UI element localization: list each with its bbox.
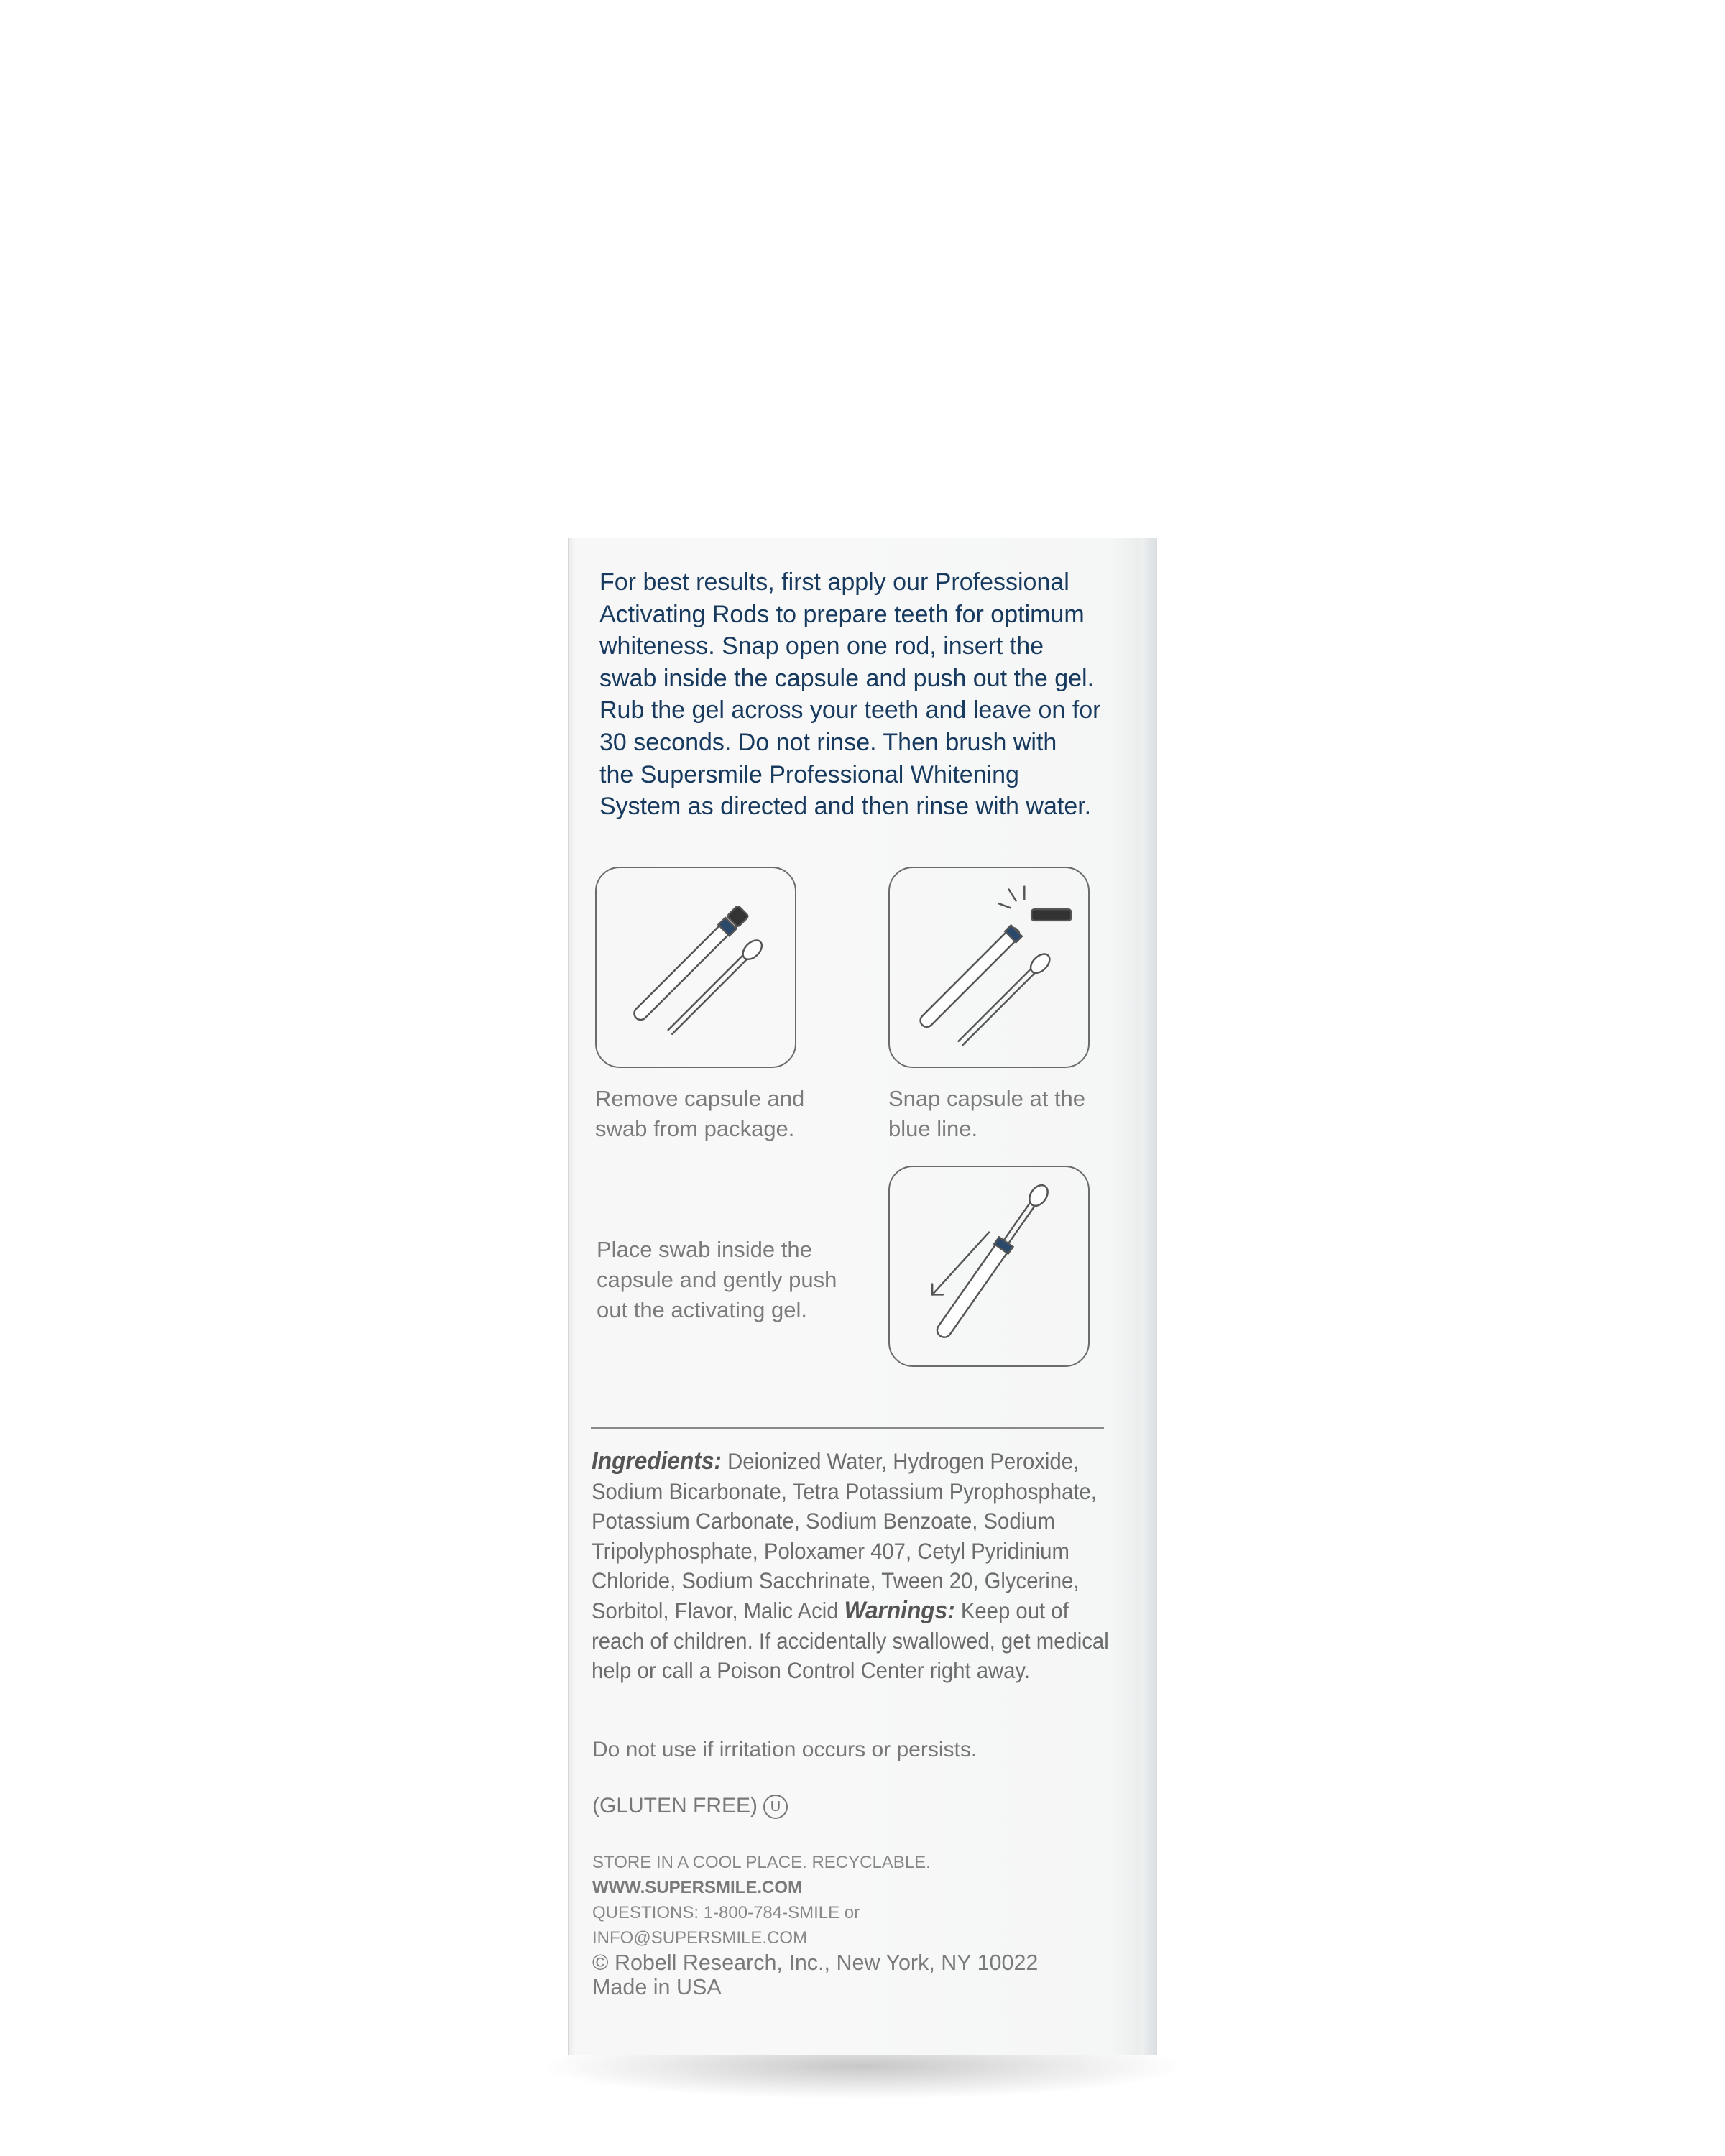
push-swab-icon: [888, 1166, 1090, 1367]
warnings-text: Keep out of: [960, 1597, 1069, 1623]
step-text: Remove capsule and: [595, 1086, 805, 1111]
step-text: Snap capsule at the: [888, 1086, 1086, 1111]
instruction-line: Activating Rods to prepare teeth for optimum: [599, 600, 1085, 628]
email-text: INFO@SUPERSMILE.COM: [592, 1928, 808, 1948]
instruction-line: the Supersmile Professional Whitening: [599, 760, 1019, 788]
box-edge: [1141, 538, 1157, 2055]
step-3-caption: [597, 1235, 837, 1325]
warnings-label: Warnings:: [844, 1596, 955, 1624]
ingredients-text: Chloride, Sodium Sacchrinate, Tween 20, Glycerine,: [592, 1567, 1080, 1594]
instruction-line: whiteness. Snap open one rod, insert the: [599, 632, 1044, 660]
made-in-text: Made in USA: [592, 1975, 722, 1999]
gluten-free-label: [592, 1794, 788, 1819]
step-text: capsule and gently push: [597, 1267, 837, 1292]
warnings-text: reach of children. If accidentally swallowed, get medical: [592, 1627, 1109, 1654]
step-2-caption: [888, 1084, 1085, 1144]
ingredients-text: Sorbitol, Flavor, Malic Acid: [592, 1597, 839, 1623]
ingredients-text: Deionized Water, Hydrogen Peroxide,: [727, 1448, 1080, 1474]
step-text: Place swab inside the: [597, 1237, 812, 1262]
capsule-and-swab-icon: [595, 867, 796, 1068]
ingredients-label: Ingredients:: [592, 1447, 722, 1475]
usage-instructions: [599, 566, 1124, 823]
step-1-caption: [595, 1084, 804, 1144]
questions-text: QUESTIONS: 1-800-784-SMILE or: [592, 1903, 860, 1922]
step-text: blue line.: [888, 1116, 978, 1141]
step-text: swab from package.: [595, 1116, 795, 1141]
step-text: out the activating gel.: [597, 1297, 807, 1322]
copyright-text: © Robell Research, Inc., New York, NY 10022: [592, 1950, 1039, 1975]
kosher-symbol-icon: U: [763, 1795, 788, 1819]
instruction-line: For best results, first apply our Professional: [599, 568, 1070, 596]
instruction-line: 30 seconds. Do not rinse. Then brush with: [599, 728, 1057, 756]
snap-capsule-icon: [888, 867, 1090, 1068]
instruction-line: System as directed and then rinse with water.: [599, 793, 1092, 821]
website-link: WWW.SUPERSMILE.COM: [592, 1878, 802, 1897]
gluten-free-text: (GLUTEN FREE): [592, 1794, 758, 1818]
ingredients-text: Tripolyphosphate, Poloxamer 407, Cetyl Pyridinium: [592, 1537, 1070, 1564]
storage-text: STORE IN A COOL PLACE. RECYCLABLE.: [592, 1853, 931, 1872]
ingredients-text: Potassium Carbonate, Sodium Benzoate, Sodium: [592, 1508, 1055, 1534]
divider: [591, 1427, 1104, 1429]
ingredients-text: Sodium Bicarbonate, Tetra Potassium Pyrophosphate,: [592, 1478, 1097, 1504]
warnings-text: help or call a Poison Control Center right away.: [592, 1657, 1031, 1684]
instruction-line: Rub the gel across your teeth and leave on for: [599, 696, 1101, 724]
ingredients-block: [592, 1447, 1109, 1686]
instruction-line: swab inside the capsule and push out the gel.: [599, 664, 1095, 692]
footer-info: [592, 1850, 1038, 1999]
irritation-warning: Do not use if irritation occurs or persists.: [592, 1738, 978, 1761]
